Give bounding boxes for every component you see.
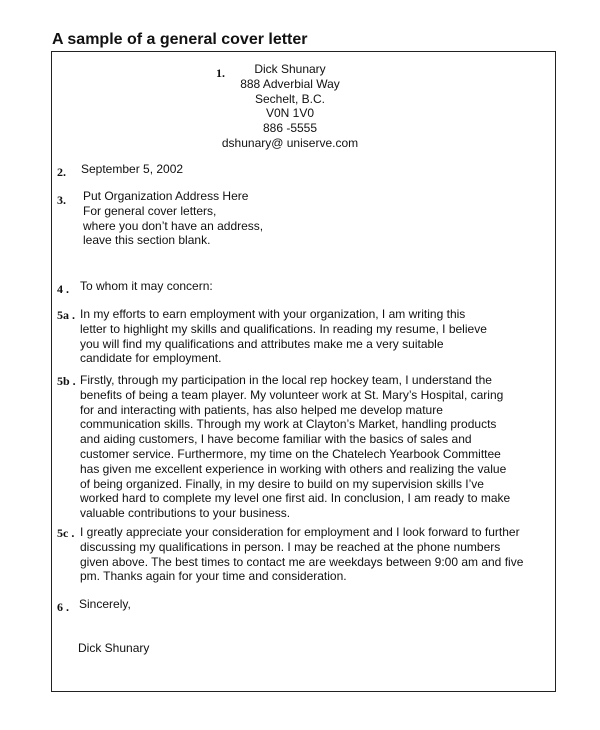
paragraph-line: letter to highlight my skills and qualifications. In reading my resume, I believe: [80, 321, 487, 336]
paragraph-line: you will find my qualifications and attributes make me a very suitable: [80, 336, 444, 351]
paragraph-line: and aiding customers, I have become familiar with the basics of sales and: [80, 432, 472, 447]
sender-phone: 886 -5555: [262, 121, 318, 136]
page-title: A sample of a general cover letter: [52, 31, 308, 48]
section-number-1: 1.: [216, 66, 225, 80]
closing: [79, 597, 131, 612]
section-number-2: 2.: [57, 165, 66, 179]
paragraph-line: communication skills. Through my work at Clayton’s Market, handling products: [80, 417, 497, 432]
section-number-5a: 5a .: [57, 308, 75, 322]
paragraph-line: for and interacting with patients, has also helped me develop mature: [80, 402, 443, 417]
date-line: September 5, 2002: [81, 162, 184, 176]
paragraph-line: customer service. Furthermore, my time on the Chatelech Yearbook Committee: [80, 446, 501, 461]
salutation-line: To whom it may concern:: [80, 279, 213, 293]
section-number-3: 3.: [57, 193, 66, 207]
letter-date: [81, 162, 183, 177]
sender-name: Dick Shunary: [254, 62, 326, 76]
paragraph-line: pm. Thanks again for your time and consideration.: [80, 569, 347, 584]
paragraph-5b: [80, 373, 510, 521]
section-number-4: 4 .: [57, 282, 69, 296]
paragraph-line: I greatly appreciate your consideration for employment and I look forward to further: [80, 525, 520, 539]
sender-email: dshunary@ uniserve.com: [221, 135, 359, 150]
paragraph-line: discussing my qualifications in person. I may be reached at the phone numbers: [80, 539, 501, 554]
signature-name: Dick Shunary: [78, 641, 150, 655]
address-line: leave this section blank.: [83, 233, 211, 248]
sender-address: [200, 62, 380, 151]
paragraph-line: has given me excellent experience in working with others and realizing the value: [80, 461, 507, 476]
address-line: For general cover letters,: [83, 203, 217, 218]
signature: [78, 641, 149, 656]
paragraph-line: benefits of being a team player. My volunteer work at St. Mary’s Hospital, caring: [80, 387, 504, 402]
section-number-5c: 5c .: [57, 526, 75, 540]
paragraph-line: of being organized. Finally, in my desire to build on my supervision skills I’ve: [80, 476, 484, 491]
paragraph-line: candidate for employment.: [80, 351, 222, 366]
paragraph-line: worked hard to complete my level one first aid. In conclusion, I am ready to make: [80, 491, 511, 506]
sender-postal-code: V0N 1V0: [265, 106, 315, 121]
paragraph-5c: [80, 525, 523, 584]
paragraph-line: In my efforts to earn employment with your organization, I am writing this: [80, 307, 466, 321]
paragraph-5a: [80, 307, 487, 366]
salutation: [80, 279, 213, 294]
recipient-address: [83, 189, 263, 248]
sender-city: Sechelt, B.C.: [254, 91, 326, 106]
address-line: where you don’t have an address,: [83, 218, 264, 233]
paragraph-line: Firstly, through my participation in the local rep hockey team, I understand the: [80, 373, 492, 387]
section-number-5b: 5b .: [57, 374, 76, 388]
closing-line: Sincerely,: [79, 597, 131, 611]
sender-street: 888 Adverbial Way: [240, 76, 340, 91]
address-line: Put Organization Address Here: [83, 189, 249, 203]
section-number-6: 6 .: [57, 600, 69, 614]
paragraph-line: valuable contributions to your business.: [80, 506, 291, 521]
paragraph-line: given above. The best times to contact me are weekdays between 9:00 am and five: [80, 554, 524, 569]
